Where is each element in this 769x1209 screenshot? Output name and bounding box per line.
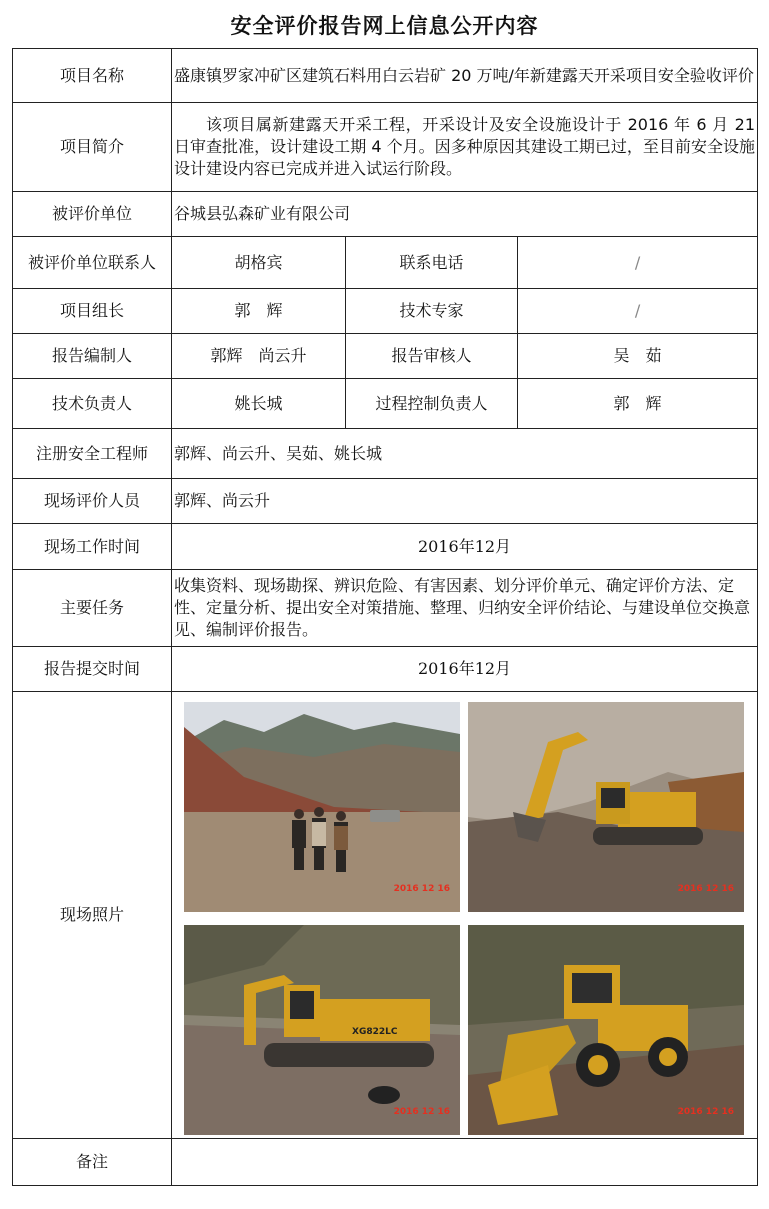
value-work-time: 2016年12月 (172, 524, 758, 570)
row-leader (13, 289, 758, 334)
row-photos (13, 692, 758, 1139)
page-title: 安全评价报告网上信息公开内容 (230, 14, 539, 38)
photo-date-stamp: 2016 12 16 (677, 883, 734, 894)
row-tasks (13, 570, 758, 647)
value-tasks: 收集资料、现场勘探、辨识危险、有害因素、划分评价单元、确定评价方法、定性、定量分析、提出安全对策措施、整理、归纳安全评价结论、与建设单位交换意见、编制评价报告。 (172, 570, 758, 647)
value-process: 郭 辉 (518, 379, 758, 429)
label-evaluated-unit: 被评价单位 (13, 192, 172, 237)
value-tech: 姚长城 (172, 379, 346, 429)
row-evaluated-unit (13, 192, 758, 237)
value-contact: 胡格宾 (172, 237, 346, 289)
info-table (12, 48, 758, 1186)
value-project-intro: 该项目属新建露天开采工程，开采设计及安全设施设计于 2016 年 6 月 21 日审查批准，设计建设工期 4 个月。因多种原因其建设工期已过，至目前安全设施设计建设内容已完成并进入试运行阶段。 (172, 103, 758, 192)
label-submit-time: 报告提交时间 (13, 647, 172, 692)
photo-grid (172, 693, 745, 1138)
label-contact: 被评价单位联系人 (13, 237, 172, 289)
label-reviewer: 报告审核人 (346, 334, 518, 379)
photo-wheel-loader (468, 925, 744, 1135)
row-project-intro (13, 103, 758, 192)
photo-people-at-quarry (184, 702, 460, 912)
label-phone: 联系电话 (346, 237, 518, 289)
row-tech (13, 379, 758, 429)
label-project-name: 项目名称 (13, 49, 172, 103)
photo-date-stamp: 2016 12 16 (393, 883, 450, 894)
value-remarks (172, 1139, 758, 1186)
photo-excavator-road (184, 925, 460, 1135)
label-engineers: 注册安全工程师 (13, 429, 172, 479)
label-author: 报告编制人 (13, 334, 172, 379)
label-tech: 技术负责人 (13, 379, 172, 429)
excavator-model-label: XG822LC (352, 1026, 398, 1037)
label-onsite-staff: 现场评价人员 (13, 479, 172, 524)
row-remarks (13, 1139, 758, 1186)
label-process: 过程控制负责人 (346, 379, 518, 429)
value-onsite-staff: 郭辉、尚云升 (172, 479, 758, 524)
photos-cell (172, 692, 758, 1139)
value-author: 郭辉 尚云升 (172, 334, 346, 379)
photo-date-stamp: 2016 12 16 (393, 1106, 450, 1117)
label-expert: 技术专家 (346, 289, 518, 334)
row-project-name (13, 49, 758, 103)
row-onsite-staff (13, 479, 758, 524)
row-author (13, 334, 758, 379)
value-reviewer: 吴 茹 (518, 334, 758, 379)
row-engineers (13, 429, 758, 479)
value-submit-time: 2016年12月 (172, 647, 758, 692)
label-project-intro: 项目简介 (13, 103, 172, 192)
label-remarks: 备注 (13, 1139, 172, 1186)
label-tasks: 主要任务 (13, 570, 172, 647)
value-engineers: 郭辉、尚云升、吴茹、姚长城 (172, 429, 758, 479)
value-leader: 郭 辉 (172, 289, 346, 334)
label-leader: 项目组长 (13, 289, 172, 334)
value-expert: / (518, 289, 758, 334)
value-phone: / (518, 237, 758, 289)
value-evaluated-unit: 谷城县弘森矿业有限公司 (172, 192, 758, 237)
row-submit-time (13, 647, 758, 692)
value-project-name: 盛康镇罗家冲矿区建筑石料用白云岩矿 20 万吨/年新建露天开采项目安全验收评价 (172, 49, 758, 103)
row-contact (13, 237, 758, 289)
label-photos: 现场照片 (13, 692, 172, 1139)
photo-excavator-rock-face (468, 702, 744, 912)
label-work-time: 现场工作时间 (13, 524, 172, 570)
row-work-time (13, 524, 758, 570)
photo-date-stamp: 2016 12 16 (677, 1106, 734, 1117)
